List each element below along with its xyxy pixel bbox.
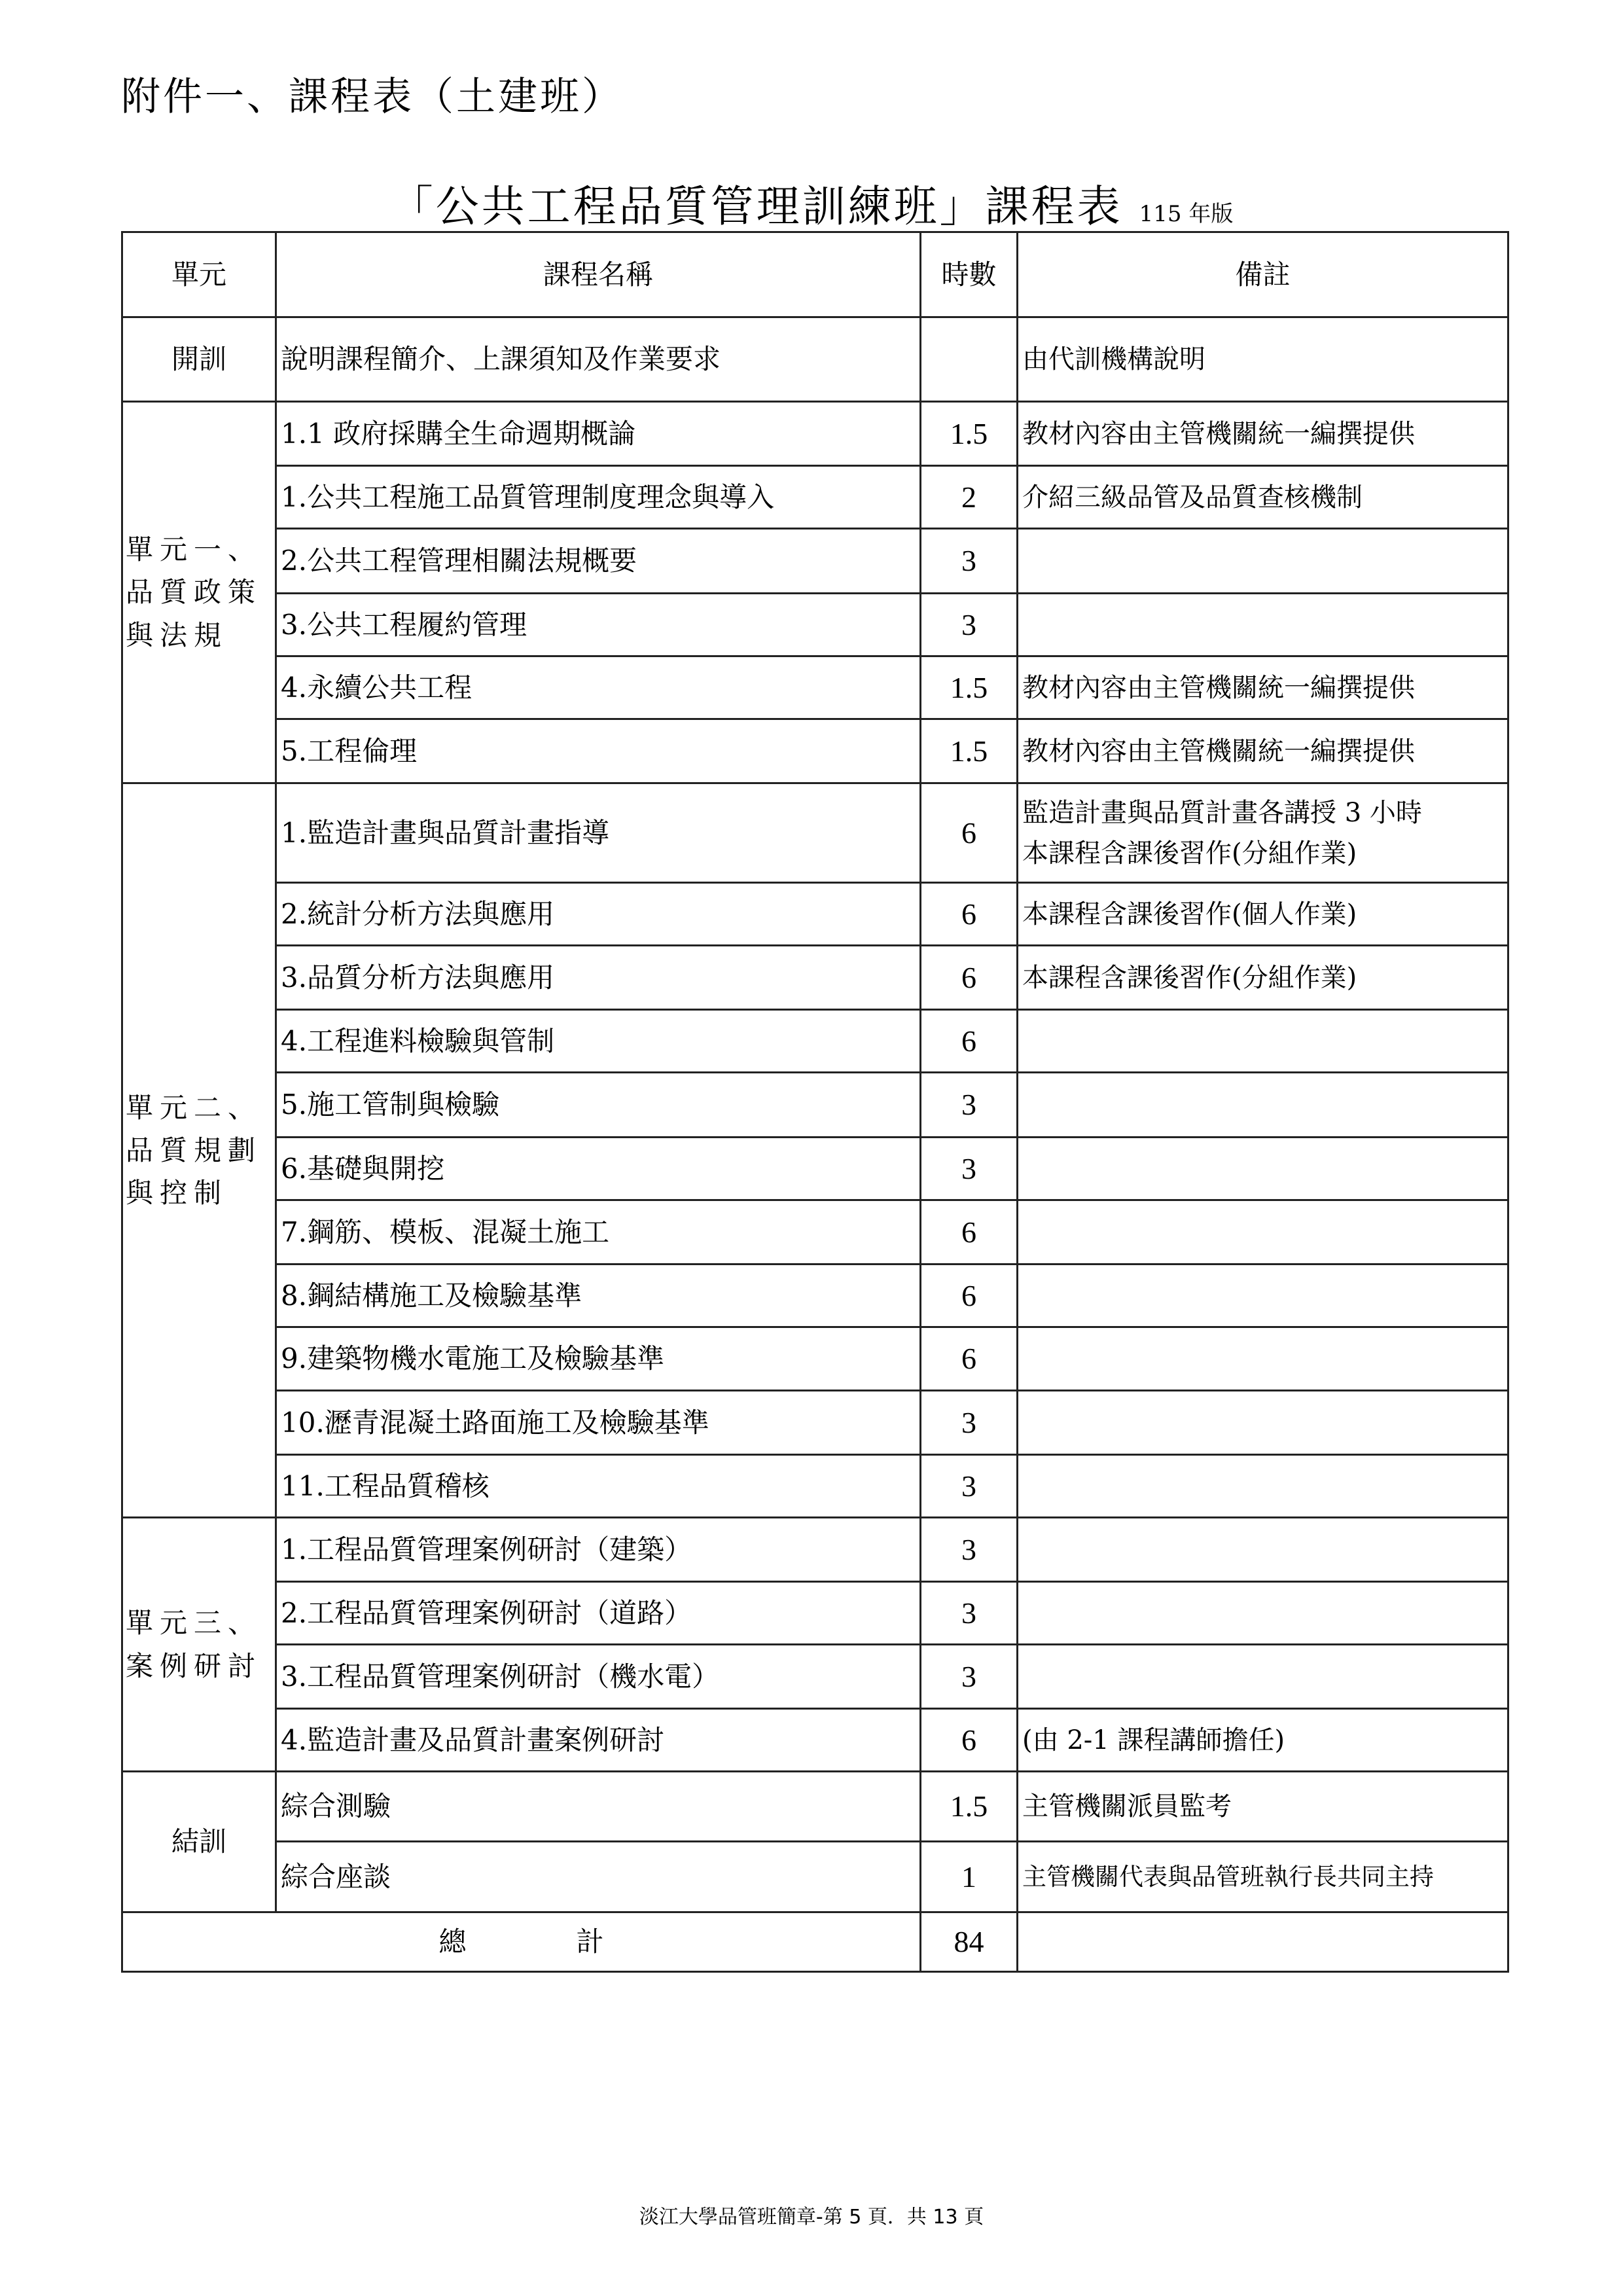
course-cell: 3.工程品質管理案例研討（機水電） [276,1645,921,1709]
table-row [122,1582,1508,1645]
total-note [1018,1912,1508,1972]
table-row [122,946,1508,1010]
hours-cell: 6 [921,1010,1018,1073]
note-cell [1018,1327,1508,1391]
header-course: 課程名稱 [276,232,921,317]
course-cell: 6.基礎與開挖 [276,1138,921,1200]
table-row [122,1709,1508,1772]
document-title [0,171,1623,234]
course-cell: 7.鋼筋、模板、混凝土施工 [276,1200,921,1265]
note-cell [1018,1518,1508,1582]
note-cell [1018,1010,1508,1073]
hours-cell: 1 [921,1842,1018,1912]
course-cell: 4.監造計畫及品質計畫案例研討 [276,1709,921,1772]
hours-cell: 1.5 [921,719,1018,783]
version-label: 115 年版 [1139,201,1234,227]
course-cell: 3.品質分析方法與應用 [276,946,921,1010]
table-row [122,1073,1508,1138]
note-cell: 教材內容由主管機關統一編撰提供 [1018,402,1508,466]
note-cell: 由代訓機構說明 [1018,317,1508,402]
unit-cell: 單元三、案例研討 [122,1518,276,1772]
table-row [122,1200,1508,1265]
unit-cell: 結訓 [122,1772,276,1912]
hours-cell: 1.5 [921,402,1018,466]
hours-cell: 3 [921,1073,1018,1138]
course-cell: 1.1 政府採購全生命週期概論 [276,402,921,466]
hours-cell: 3 [921,529,1018,594]
hours-cell: 2 [921,466,1018,529]
note-cell: 教材內容由主管機關統一編撰提供 [1018,656,1508,719]
course-cell: 4.工程進料檢驗與管制 [276,1010,921,1073]
note-cell: 介紹三級品管及品質查核機制 [1018,466,1508,529]
table-row [122,1138,1508,1200]
note-cell: (由 2-1 課程講師擔任) [1018,1709,1508,1772]
hours-cell: 3 [921,1138,1018,1200]
hours-cell: 6 [921,946,1018,1010]
title-text: 「公共工程品質管理訓練班」課程表 [389,181,1123,232]
hours-cell: 3 [921,1645,1018,1709]
course-cell: 1.工程品質管理案例研討（建築） [276,1518,921,1582]
note-cell [1018,1391,1508,1455]
total-label: 總 計 [122,1912,921,1972]
course-cell: 9.建築物機水電施工及檢驗基準 [276,1327,921,1391]
hours-cell: 1.5 [921,656,1018,719]
note-cell: 主管機關代表與品管班執行長共同主持 [1018,1842,1508,1912]
page-footer: 淡江大學品管班簡章-第 5 頁．共 13 頁 [639,2206,984,2229]
note-cell: 本課程含課後習作(分組作業) [1018,946,1508,1010]
course-cell: 1.公共工程施工品質管理制度理念與導入 [276,466,921,529]
hours-cell: 3 [921,1391,1018,1455]
table-row [122,466,1508,529]
note-cell: 教材內容由主管機關統一編撰提供 [1018,719,1508,783]
header-hours: 時數 [921,232,1018,317]
course-cell: 10.瀝青混凝土路面施工及檢驗基準 [276,1391,921,1455]
hours-cell: 1.5 [921,1772,1018,1842]
hours-cell: 6 [921,1709,1018,1772]
unit-cell: 開訓 [122,317,276,402]
table-row [122,594,1508,656]
table-row [122,783,1508,883]
course-cell: 2.公共工程管理相關法規概要 [276,529,921,594]
hours-cell: 6 [921,1327,1018,1391]
table-row [122,1010,1508,1073]
course-cell: 綜合測驗 [276,1772,921,1842]
table-row [122,317,1508,402]
table-row [122,883,1508,946]
hours-cell: 3 [921,594,1018,656]
note-cell [1018,1582,1508,1645]
course-table [121,231,1509,1973]
total-row [122,1912,1508,1972]
table-row [122,1842,1508,1912]
total-hours: 84 [921,1912,1018,1972]
hours-cell [921,317,1018,402]
table-row [122,1327,1508,1391]
course-cell: 1.監造計畫與品質計畫指導 [276,783,921,883]
header-note: 備註 [1018,232,1508,317]
course-cell: 綜合座談 [276,1842,921,1912]
hours-cell: 3 [921,1582,1018,1645]
course-cell: 說明課程簡介、上課須知及作業要求 [276,317,921,402]
table-row [122,1265,1508,1327]
course-cell: 4.永續公共工程 [276,656,921,719]
table-row [122,1391,1508,1455]
note-cell: 本課程含課後習作(個人作業) [1018,883,1508,946]
course-cell: 5.工程倫理 [276,719,921,783]
note-cell [1018,594,1508,656]
note-cell [1018,1200,1508,1265]
table-row [122,1455,1508,1518]
note-cell [1018,529,1508,594]
note-cell [1018,1645,1508,1709]
note-cell [1018,1265,1508,1327]
course-cell: 8.鋼結構施工及檢驗基準 [276,1265,921,1327]
table-row [122,402,1508,466]
table-row [122,1772,1508,1842]
hours-cell: 3 [921,1455,1018,1518]
course-cell: 5.施工管制與檢驗 [276,1073,921,1138]
note-cell [1018,1073,1508,1138]
table-row [122,719,1508,783]
table-row [122,529,1508,594]
hours-cell: 6 [921,883,1018,946]
annex-title: 附件一、課程表（土建班） [121,74,624,120]
table-row [122,656,1508,719]
hours-cell: 6 [921,1265,1018,1327]
hours-cell: 3 [921,1518,1018,1582]
note-cell: 監造計畫與品質計畫各講授 3 小時 本課程含課後習作(分組作業) [1018,783,1508,883]
header-row [122,232,1508,317]
course-cell: 2.統計分析方法與應用 [276,883,921,946]
unit-cell: 單元二、品質規劃與控制 [122,783,276,1518]
course-cell: 2.工程品質管理案例研討（道路） [276,1582,921,1645]
note-cell [1018,1138,1508,1200]
hours-cell: 6 [921,1200,1018,1265]
table-row [122,1518,1508,1582]
unit-cell: 單元一、品質政策與法規 [122,402,276,783]
note-cell: 主管機關派員監考 [1018,1772,1508,1842]
table-row [122,1645,1508,1709]
header-unit: 單元 [122,232,276,317]
note-cell [1018,1455,1508,1518]
course-cell: 11.工程品質稽核 [276,1455,921,1518]
hours-cell: 6 [921,783,1018,883]
course-cell: 3.公共工程履約管理 [276,594,921,656]
